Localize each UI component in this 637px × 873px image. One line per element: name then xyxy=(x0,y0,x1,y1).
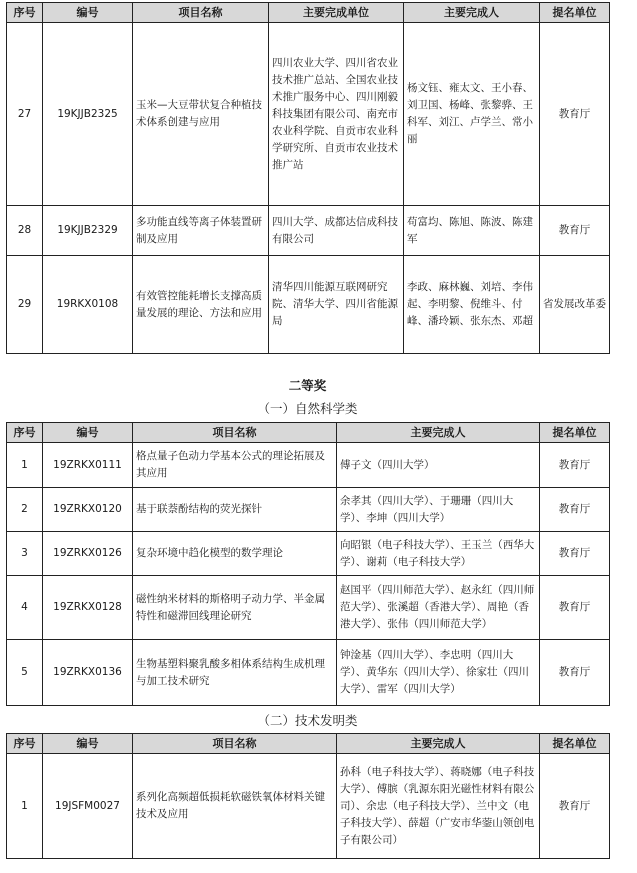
header-project: 项目名称 xyxy=(133,3,269,23)
people-cell: 孙科（电子科技大学）、蒋晓娜（电子科技大学）、傅膑（乳源东阳光磁性材料有限公司）、余忠（电子科技大学）、兰中文（电子科技大学）、薛超（广安市华蓥山领创电子有限公司） xyxy=(337,754,540,859)
seq-cell: 1 xyxy=(7,754,43,859)
header-nominator: 提名单位 xyxy=(540,734,610,754)
seq-cell: 5 xyxy=(7,640,43,706)
code-cell: 19ZRKX0111 xyxy=(43,443,133,488)
natural-science-heading: （一）自然科学类 xyxy=(257,401,358,416)
header-code: 编号 xyxy=(43,423,133,443)
technical-invention-heading: （二）技术发明类 xyxy=(257,713,358,728)
table-row xyxy=(7,640,610,706)
code-cell: 19ZRKX0126 xyxy=(43,532,133,576)
nominator-cell: 教育厅 xyxy=(540,640,610,706)
people-cell: 钟淦基（四川大学）、李忠明（四川大学）、黄华东（四川大学）、徐家壮（四川大学）、雷军（四川大学） xyxy=(337,640,540,706)
seq-cell: 4 xyxy=(7,576,43,640)
nominator-cell: 教育厅 xyxy=(540,443,610,488)
header-unit: 主要完成单位 xyxy=(269,3,404,23)
code-cell: 19KJJB2325 xyxy=(43,23,133,206)
table-row xyxy=(7,576,610,640)
seq-cell: 2 xyxy=(7,488,43,532)
header-people: 主要完成人 xyxy=(337,734,540,754)
table-row xyxy=(7,532,610,576)
code-cell: 19ZRKX0136 xyxy=(43,640,133,706)
table-header-row xyxy=(7,3,610,23)
unit-cell: 四川农业大学、四川省农业技术推广总站、全国农业技术推广服务中心、四川刚毅科技集团有限公司、南充市农业科学院、自贡市农业科学研究所、自贡市农业技术推广站 xyxy=(269,23,404,206)
natural-science-table xyxy=(6,422,610,706)
header-seq: 序号 xyxy=(7,3,43,23)
people-cell: 杨文钰、雍太文、王小春、刘卫国、杨峰、张黎骅、王科军、刘江、卢学兰、常小丽 xyxy=(404,23,540,206)
table-row xyxy=(7,443,610,488)
table-row xyxy=(7,23,610,206)
project-cell: 多功能直线等离子体装置研制及应用 xyxy=(133,206,269,256)
seq-cell: 29 xyxy=(7,256,43,354)
project-cell: 基于联萘酚结构的荧光探针 xyxy=(133,488,337,532)
nominator-cell: 教育厅 xyxy=(540,23,610,206)
header-people: 主要完成人 xyxy=(337,423,540,443)
nominator-cell: 教育厅 xyxy=(540,576,610,640)
people-cell: 傅子文（四川大学） xyxy=(337,443,540,488)
header-nominator: 提名单位 xyxy=(540,3,610,23)
table-header-row xyxy=(7,734,610,754)
table-header-row xyxy=(7,423,610,443)
people-cell: 苟富均、陈旭、陈波、陈建军 xyxy=(404,206,540,256)
code-cell: 19KJJB2329 xyxy=(43,206,133,256)
technical-invention-table xyxy=(6,733,610,859)
nominator-cell: 教育厅 xyxy=(540,206,610,256)
nominator-cell: 教育厅 xyxy=(540,532,610,576)
table-row xyxy=(7,754,610,859)
people-cell: 赵国平（四川师范大学）、赵永红（四川师范大学）、张溪超（香港大学）、周艳（香港大学）、张伟（四川师范大学） xyxy=(337,576,540,640)
header-seq: 序号 xyxy=(7,423,43,443)
header-code: 编号 xyxy=(43,734,133,754)
unit-cell: 四川大学、成都达信成科技有限公司 xyxy=(269,206,404,256)
project-cell: 系列化高频超低损耗软磁铁氧体材料关键技术及应用 xyxy=(133,754,337,859)
seq-cell: 3 xyxy=(7,532,43,576)
code-cell: 19RKX0108 xyxy=(43,256,133,354)
project-cell: 生物基塑料聚乳酸多相体系结构生成机理与加工技术研究 xyxy=(133,640,337,706)
nominator-cell: 教育厅 xyxy=(540,488,610,532)
people-cell: 余孝其（四川大学）、于珊珊（四川大学）、李坤（四川大学） xyxy=(337,488,540,532)
seq-cell: 1 xyxy=(7,443,43,488)
header-project: 项目名称 xyxy=(133,734,337,754)
table-row xyxy=(7,488,610,532)
seq-cell: 27 xyxy=(7,23,43,206)
nominator-cell: 教育厅 xyxy=(540,754,610,859)
project-cell: 磁性纳米材料的斯格明子动力学、半金属特性和磁滞回线理论研究 xyxy=(133,576,337,640)
project-cell: 有效管控能耗增长支撑高质量发展的理论、方法和应用 xyxy=(133,256,269,354)
table-row xyxy=(7,206,610,256)
header-code: 编号 xyxy=(43,3,133,23)
people-cell: 李政、麻林巍、刘培、李伟起、李明黎、倪维斗、付峰、潘玲颖、张东杰、邓超 xyxy=(404,256,540,354)
code-cell: 19JSFM0027 xyxy=(43,754,133,859)
project-cell: 复杂环境中趋化模型的数学理论 xyxy=(133,532,337,576)
first-prize-table xyxy=(6,2,610,354)
code-cell: 19ZRKX0128 xyxy=(43,576,133,640)
unit-cell: 清华四川能源互联网研究院、清华大学、四川省能源局 xyxy=(269,256,404,354)
people-cell: 向昭银（电子科技大学）、王玉兰（西华大学）、谢莉（电子科技大学） xyxy=(337,532,540,576)
header-people: 主要完成人 xyxy=(404,3,540,23)
header-seq: 序号 xyxy=(7,734,43,754)
seq-cell: 28 xyxy=(7,206,43,256)
nominator-cell: 省发展改革委 xyxy=(540,256,610,354)
code-cell: 19ZRKX0120 xyxy=(43,488,133,532)
project-cell: 玉米—大豆带状复合种植技术体系创建与应用 xyxy=(133,23,269,206)
project-cell: 格点量子色动力学基本公式的理论拓展及其应用 xyxy=(133,443,337,488)
header-project: 项目名称 xyxy=(133,423,337,443)
table-row xyxy=(7,256,610,354)
header-nominator: 提名单位 xyxy=(540,423,610,443)
second-prize-heading: 二等奖 xyxy=(288,378,327,393)
